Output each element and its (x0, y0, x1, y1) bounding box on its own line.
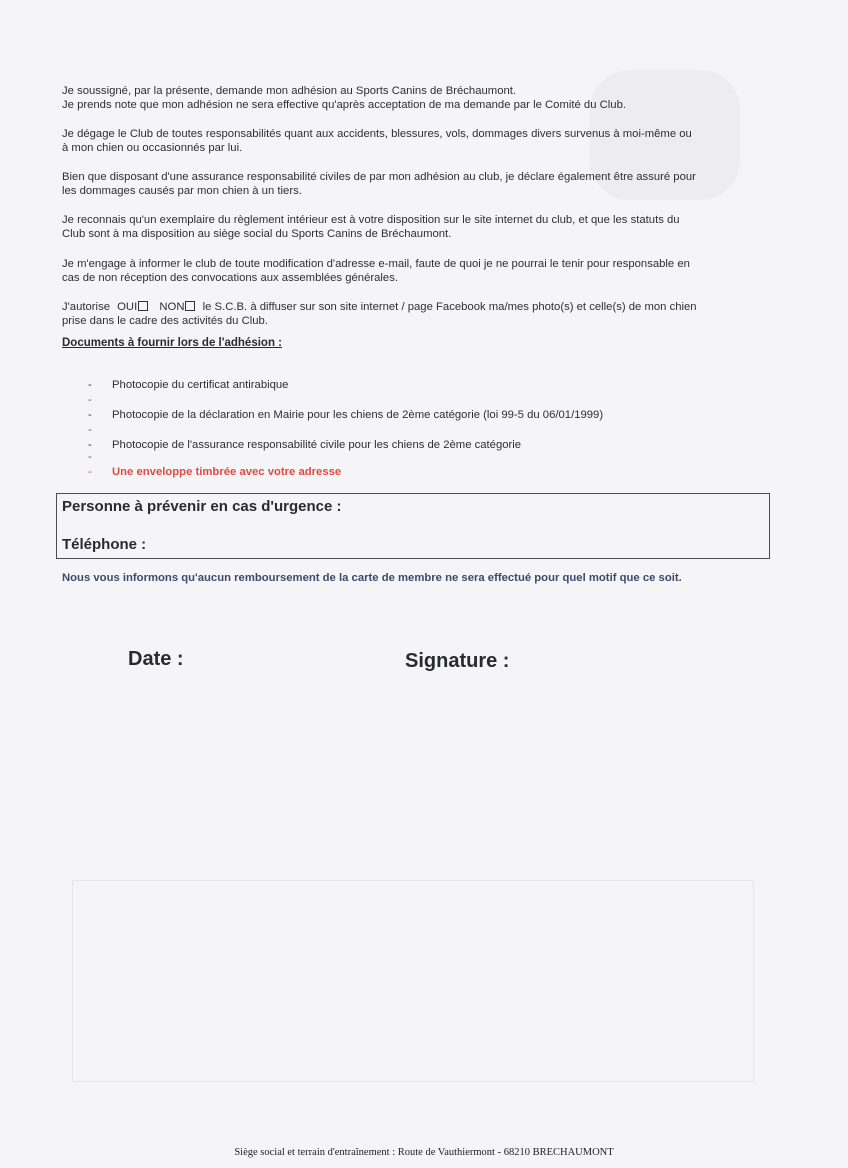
text-line: Je reconnais qu'un exemplaire du règlement intérieur est à votre disposition sur le site internet du club, et que les statuts du (62, 214, 680, 226)
paragraph-email (62, 257, 768, 285)
text-line: Je m'engage à informer le club de toute modification d'adresse e-mail, faute de quoi je ne pourrai le tenir pour responsable en (62, 258, 690, 270)
signature-label: Signature : (405, 650, 510, 672)
text-line: à mon chien ou occasionnés par lui. (62, 142, 243, 154)
text-line: cas de non réception des convocations aux assemblées générales. (62, 272, 398, 284)
emergency-contact-box (56, 493, 770, 559)
consent-line (62, 300, 768, 314)
emergency-phone-label: Téléphone : (62, 536, 147, 553)
paragraph-consent (62, 300, 768, 328)
bullet-dash: - (88, 409, 92, 421)
paragraph-adhesion (62, 84, 768, 112)
document-item-label: Photocopie du certificat antirabique (112, 379, 289, 391)
text-line: Je dégage le Club de toutes responsabilités quant aux accidents, blessures, vols, dommages divers survenus à moi-même ou (62, 128, 692, 140)
consent-non-label: NON (159, 301, 185, 313)
refund-notice: Nous vous informons qu'aucun remboursement de la carte de membre ne sera effectué pour quel motif que ce soit. (62, 572, 682, 584)
text-line: Club sont à ma disposition au siège social du Sports Canins de Bréchaumont. (62, 228, 452, 240)
paragraph-reglement (62, 213, 768, 241)
document-item-label: Photocopie de l'assurance responsabilité civile pour les chiens de 2ème catégorie (112, 439, 522, 451)
bullet-dash: - (88, 451, 92, 463)
consent-prefix: J'autorise (62, 301, 110, 313)
paragraph-assurance (62, 170, 768, 198)
bullet-dash: - (88, 466, 92, 478)
text-line: les dommages causés par mon chien à un tiers. (62, 185, 302, 197)
bullet-dash: - (88, 439, 92, 451)
text-line: Bien que disposant d'une assurance responsabilité civiles de par mon adhésion au club, je déclare également être assuré pour (62, 171, 696, 183)
documents-title: Documents à fournir lors de l'adhésion : (62, 337, 282, 349)
consent-non-checkbox[interactable] (185, 301, 195, 311)
date-label: Date : (128, 648, 184, 670)
text-line: Je soussigné, par la présente, demande mon adhésion au Sports Canins de Bréchaumont. (62, 85, 517, 97)
document-item-label: Photocopie de la déclaration en Mairie pour les chiens de 2ème catégorie (loi 99-5 du 06/01/1999) (112, 409, 604, 421)
text-line: prise dans le cadre des activités du Club. (62, 315, 268, 327)
bullet-dash: - (88, 379, 92, 391)
footer-address: Siège social et terrain d'entraînement : Route de Vauthiermont - 68210 BRECHAUMONT (234, 1147, 614, 1158)
consent-oui-label: OUI (117, 301, 138, 313)
consent-oui-checkbox[interactable] (138, 301, 148, 311)
document-item-label: Une enveloppe timbrée avec votre adresse (112, 466, 342, 478)
bleed-through-table (72, 880, 754, 1082)
bullet-dash: - (88, 394, 92, 406)
emergency-person-label: Personne à prévenir en cas d'urgence : (62, 498, 342, 515)
paragraph-responsabilites (62, 127, 768, 155)
consent-rest: le S.C.B. à diffuser sur son site internet / page Facebook ma/mes photo(s) et celle(s) de mon chien (202, 301, 697, 313)
text-line: Je prends note que mon adhésion ne sera effective qu'après acceptation de ma demande par le Comité du Club. (62, 99, 627, 111)
bullet-dash: - (88, 424, 92, 436)
